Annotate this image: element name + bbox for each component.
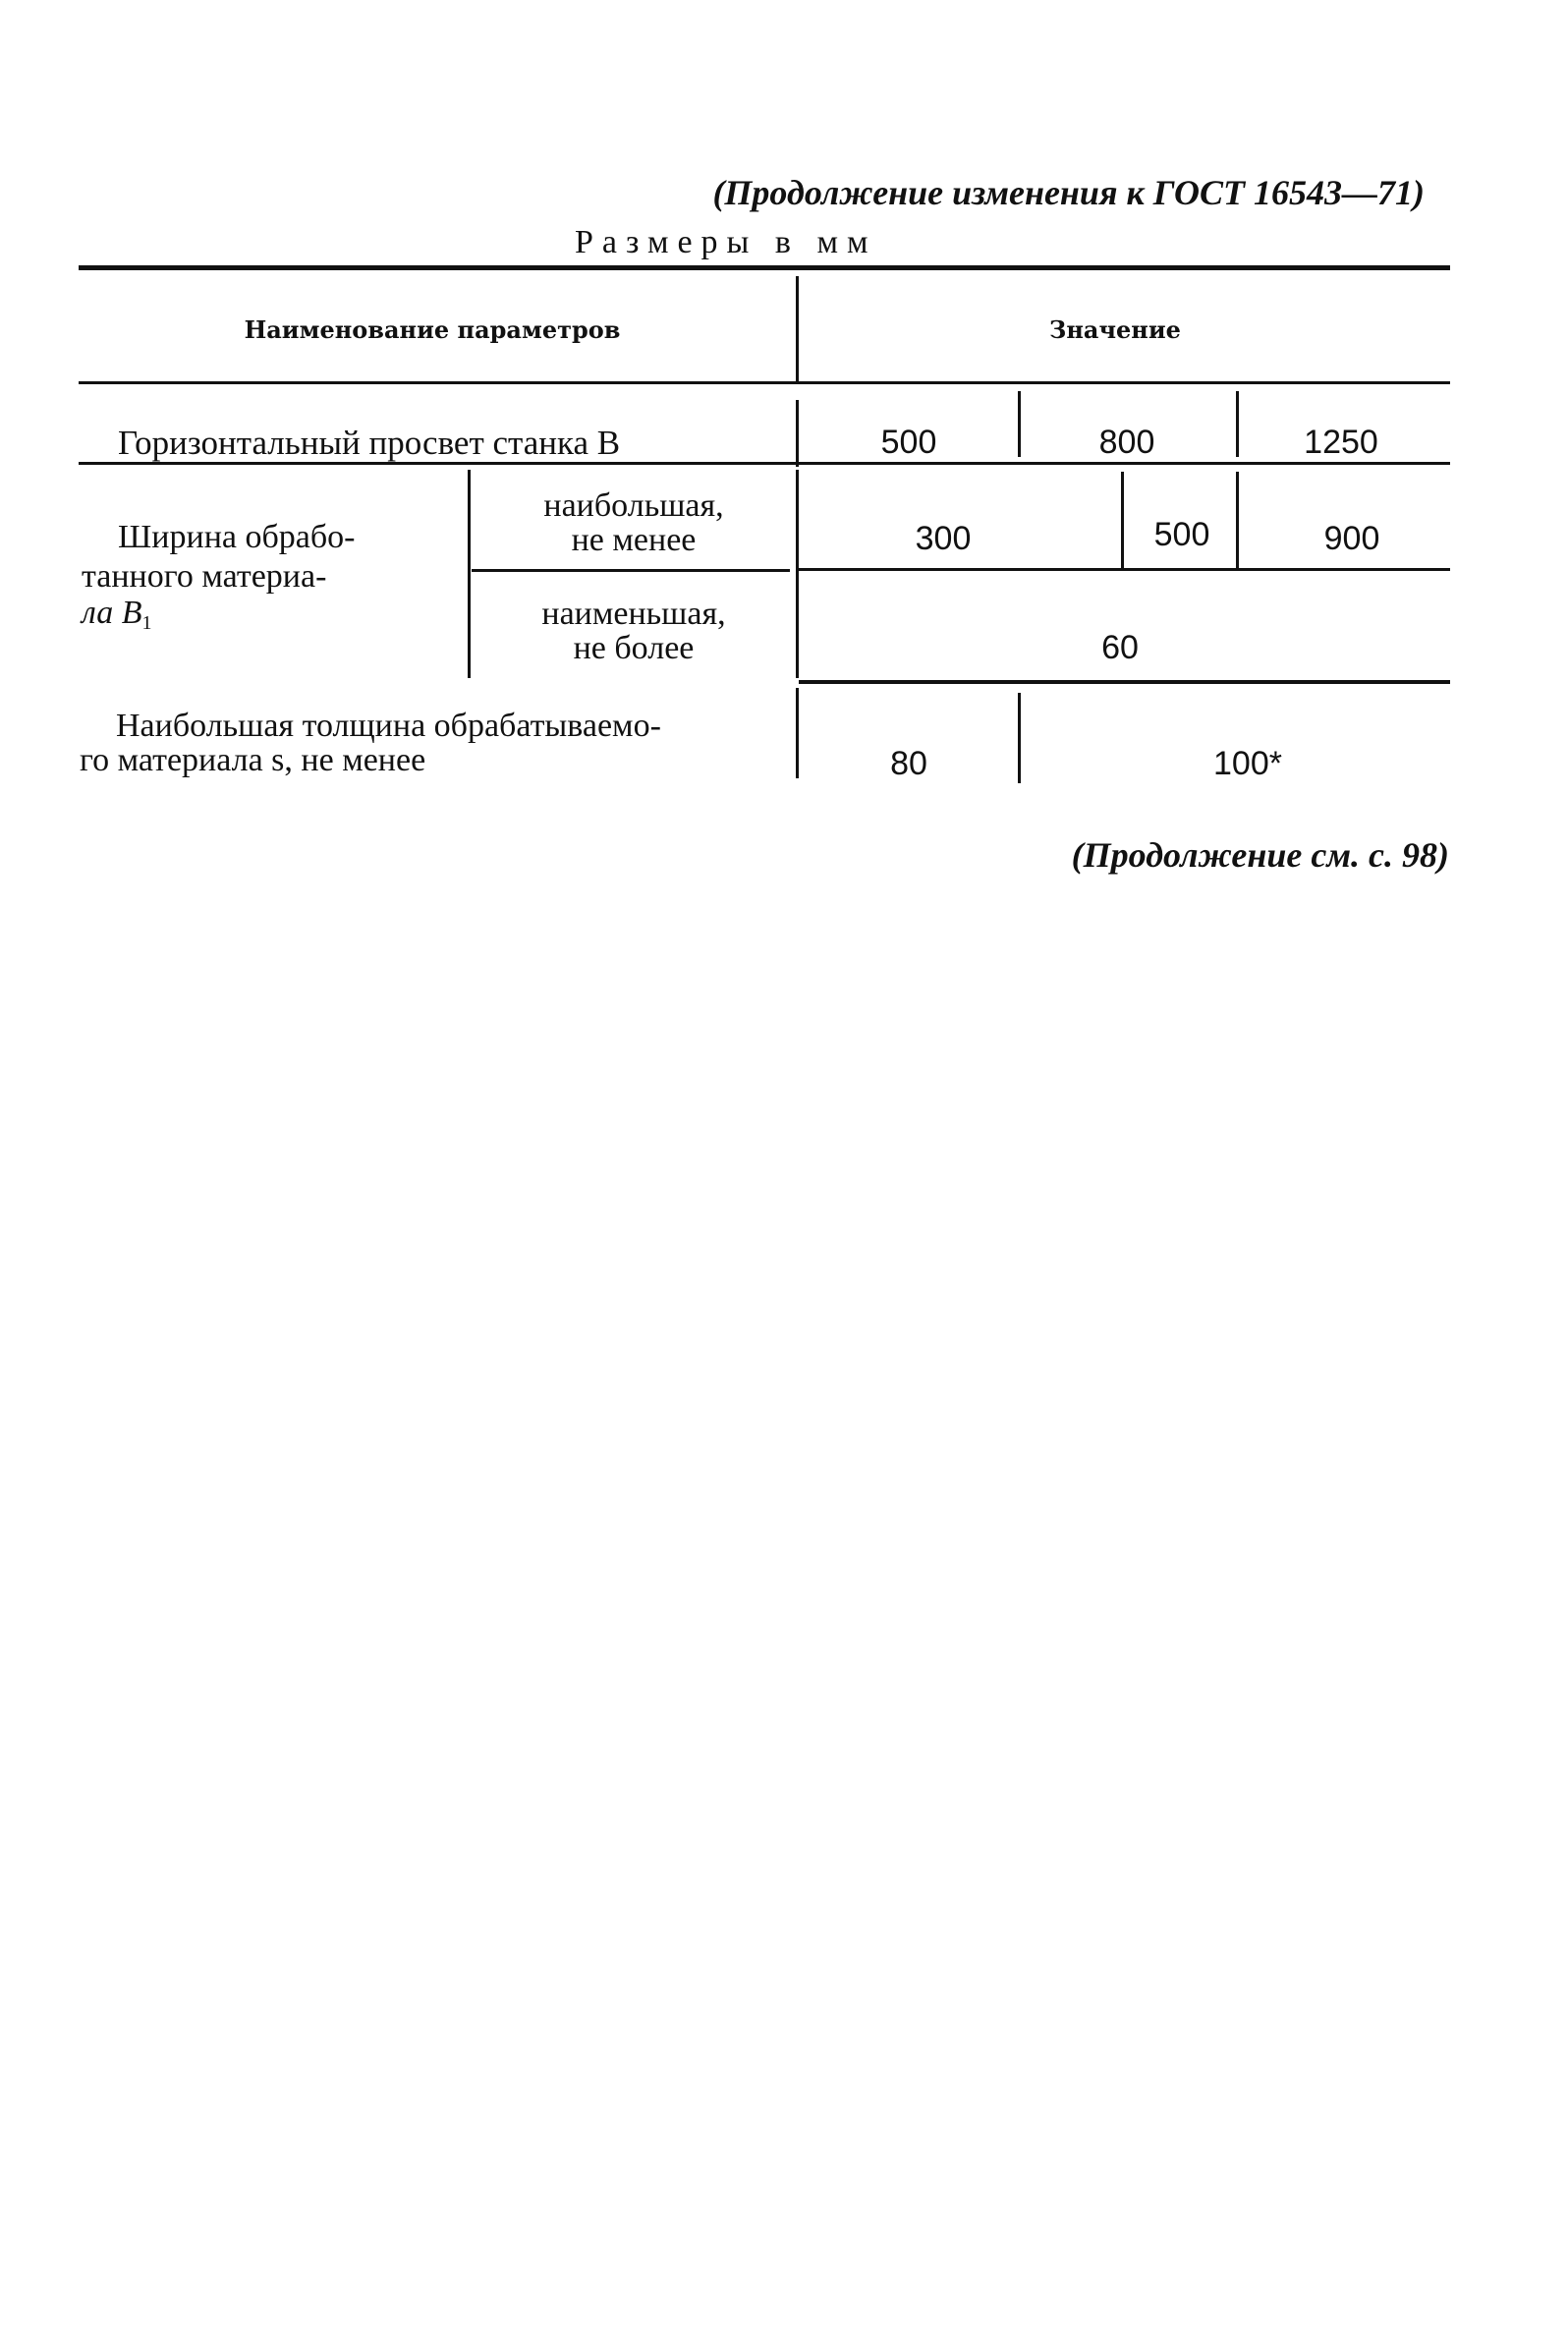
header-column-divider [796, 276, 799, 381]
smallest-label-line1: наименьшая, [541, 596, 726, 632]
thickness-label-line1: Наибольшая толщина обрабатываемо- [116, 708, 661, 744]
header-value: Значение [1049, 315, 1181, 344]
row3-divider-1 [1018, 693, 1021, 783]
row1-bottom-rule [79, 462, 1450, 465]
thickness-value-100: 100* [1213, 745, 1282, 782]
width-label-subscript: 1 [141, 612, 152, 634]
smallest-value-60: 60 [1101, 629, 1139, 666]
smallest-label-line2: не более [573, 630, 695, 666]
footer-continuation: (Продолжение см. с. 98) [1071, 835, 1449, 875]
largest-value-900: 900 [1323, 520, 1380, 557]
horizontal-clearance-text: Горизонтальный просвет станка B [118, 424, 621, 462]
row2-bottom-rule [799, 680, 1450, 684]
row1-divider-1 [1018, 391, 1021, 457]
clearance-value-500: 500 [880, 424, 937, 461]
thickness-label-line2 [80, 744, 425, 777]
clearance-value-1250: 1250 [1304, 424, 1378, 461]
row1-divider-2 [1236, 391, 1239, 457]
width-label-divider [468, 470, 471, 678]
largest-divider-1 [1121, 472, 1124, 568]
clearance-value-800: 800 [1098, 424, 1155, 461]
largest-value-300: 300 [915, 520, 972, 557]
width-value-divider [796, 470, 799, 678]
thickness-label-text: го материала s, не менее [80, 742, 426, 778]
header-parameter-name: Наименование параметров [244, 315, 621, 344]
width-label-line1: Ширина обрабо- [118, 519, 356, 555]
units-caption: Размеры в мм [575, 224, 877, 260]
width-label-line3 [82, 597, 152, 633]
largest-label-line2: не менее [571, 522, 697, 558]
continuation-header: (Продолжение изменения к ГОСТ 16543—71) [712, 173, 1425, 212]
largest-label-line1: наибольшая, [543, 487, 724, 524]
row3-divider-main [796, 688, 799, 778]
header-bottom-rule [79, 381, 1450, 384]
width-label-line2: танного материа- [82, 558, 327, 595]
row1-divider-main [796, 400, 799, 467]
row-horizontal-clearance-label [118, 426, 620, 460]
largest-value-500: 500 [1153, 516, 1210, 553]
width-internal-rule-left [472, 569, 790, 572]
width-label-prefix: ла B [82, 595, 142, 631]
table-top-rule [79, 265, 1450, 270]
width-internal-rule-right [799, 568, 1450, 571]
thickness-value-80: 80 [890, 745, 927, 782]
largest-divider-2 [1236, 472, 1239, 568]
